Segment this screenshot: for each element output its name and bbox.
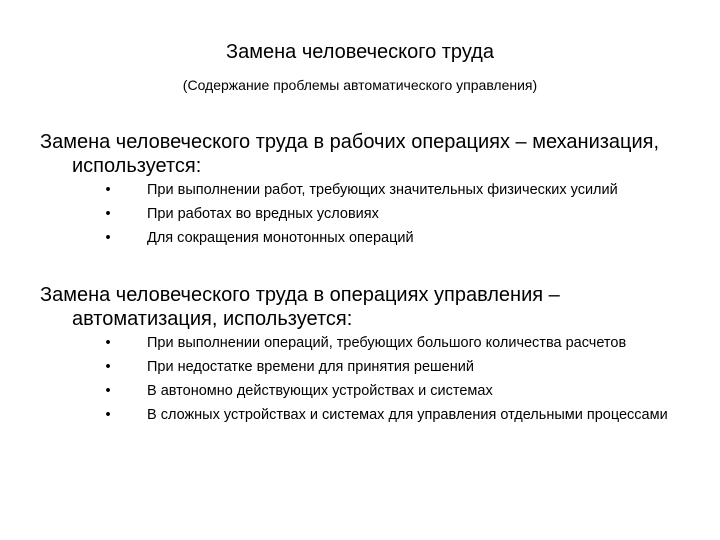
list-item [40, 230, 690, 247]
list-item-text: При выполнении операций, требующих большого количества расчетов [147, 335, 627, 351]
list-item-text: При недостатке времени для принятия решений [147, 359, 474, 375]
bullet-icon: • [105, 383, 111, 399]
bullet-list [40, 335, 690, 424]
list-item [40, 407, 690, 424]
section-heading: Замена человеческого труда в операциях управления – автоматизация, используется: [40, 284, 560, 330]
slide-title: Замена человеческого труда [226, 41, 494, 63]
section-mechanization [40, 130, 690, 254]
list-item [40, 335, 690, 352]
list-item [40, 359, 690, 376]
list-item-text: При выполнении работ, требующих значительных физических усилий [147, 182, 618, 198]
list-item [40, 206, 690, 223]
list-item-text: Для сокращения монотонных операций [147, 230, 414, 246]
bullet-icon: • [105, 230, 111, 246]
bullet-icon: • [105, 182, 111, 198]
bullet-icon: • [105, 206, 111, 222]
list-item [40, 182, 690, 199]
section-automation [40, 283, 690, 431]
slide-subtitle: (Содержание проблемы автоматического управления) [182, 77, 538, 93]
list-item-text: При работах во вредных условиях [147, 206, 379, 222]
list-item-text: В автономно действующих устройствах и системах [147, 383, 493, 399]
section-heading: Замена человеческого труда в рабочих операциях – механизация, используется: [40, 131, 660, 177]
list-item [40, 383, 690, 400]
bullet-icon: • [105, 407, 111, 423]
bullet-list [40, 182, 690, 247]
bullet-icon: • [105, 335, 111, 351]
list-item-text: В сложных устройствах и системах для управления отдельными процессами [147, 407, 668, 423]
bullet-icon: • [105, 359, 111, 375]
